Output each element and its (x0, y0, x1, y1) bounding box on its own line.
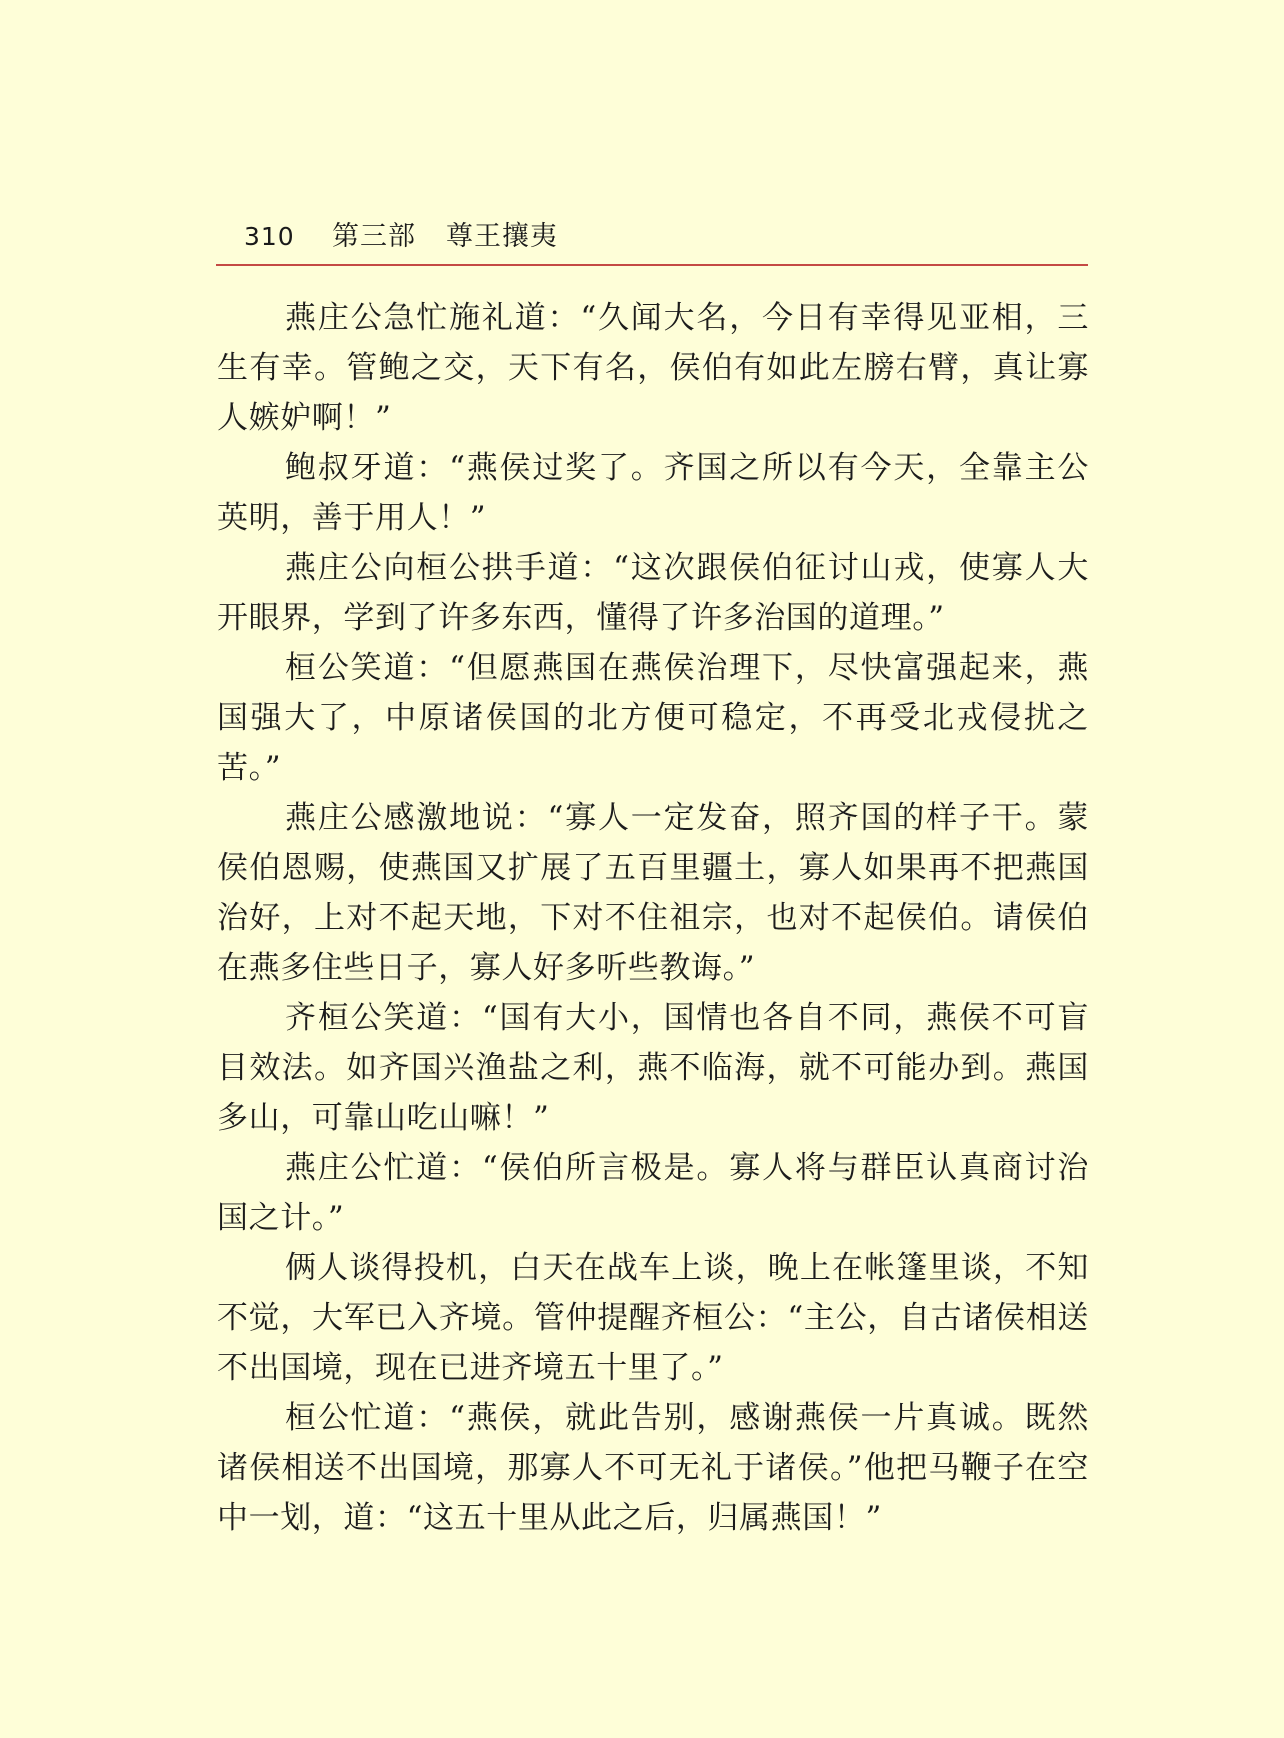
header-rule (216, 264, 1088, 266)
chapter-title: 尊王攘夷 (446, 221, 558, 252)
part-label: 第三部 (332, 221, 416, 252)
running-header (244, 220, 558, 254)
paragraph-9: 桓公忙道：“燕侯，就此告别，感谢燕侯一片真诚。既然诸侯相送不出国境，那寡人不可无礼于诸侯。”他把马鞭子在空中一划，道：“这五十里从此之后，归属燕国！” (217, 1400, 1089, 1536)
paragraph-5: 燕庄公感激地说：“寡人一定发奋，照齐国的样子干。蒙侯伯恩赐，使燕国又扩展了五百里疆土，寡人如果再不把燕国治好，上对不起天地，下对不住祖宗，也对不起侯伯。请侯伯在燕多住些日子，寡人好多听些教诲。” (217, 800, 1089, 986)
paragraph-8: 俩人谈得投机，白天在战车上谈，晚上在帐篷里谈，不知不觉，大军已入齐境。管仲提醒齐桓公：“主公，自古诸侯相送不出国境，现在已进齐境五十里了。” (217, 1250, 1089, 1386)
paragraph-6: 齐桓公笑道：“国有大小，国情也各自不同，燕侯不可盲目效法。如齐国兴渔盐之利，燕不临海，就不可能办到。燕国多山，可靠山吃山嘛！” (217, 1000, 1089, 1136)
paragraph-4: 桓公笑道：“但愿燕国在燕侯治理下，尽快富强起来，燕国强大了，中原诸侯国的北方便可稳定，不再受北戎侵扰之苦。” (217, 650, 1089, 786)
page-number: 310 (244, 222, 295, 251)
paragraph-1: 燕庄公急忙施礼道：“久闻大名，今日有幸得见亚相，三生有幸。管鲍之交，天下有名，侯伯有如此左膀右臂，真让寡人嫉妒啊！” (217, 300, 1089, 436)
body-text (217, 293, 1089, 1543)
paragraph-2: 鲍叔牙道：“燕侯过奖了。齐国之所以有今天，全靠主公英明，善于用人！” (217, 450, 1089, 536)
paragraph-7: 燕庄公忙道：“侯伯所言极是。寡人将与群臣认真商讨治国之计。” (217, 1150, 1089, 1236)
paragraph-3: 燕庄公向桓公拱手道：“这次跟侯伯征讨山戎，使寡人大开眼界，学到了许多东西，懂得了许多治国的道理。” (217, 550, 1089, 636)
